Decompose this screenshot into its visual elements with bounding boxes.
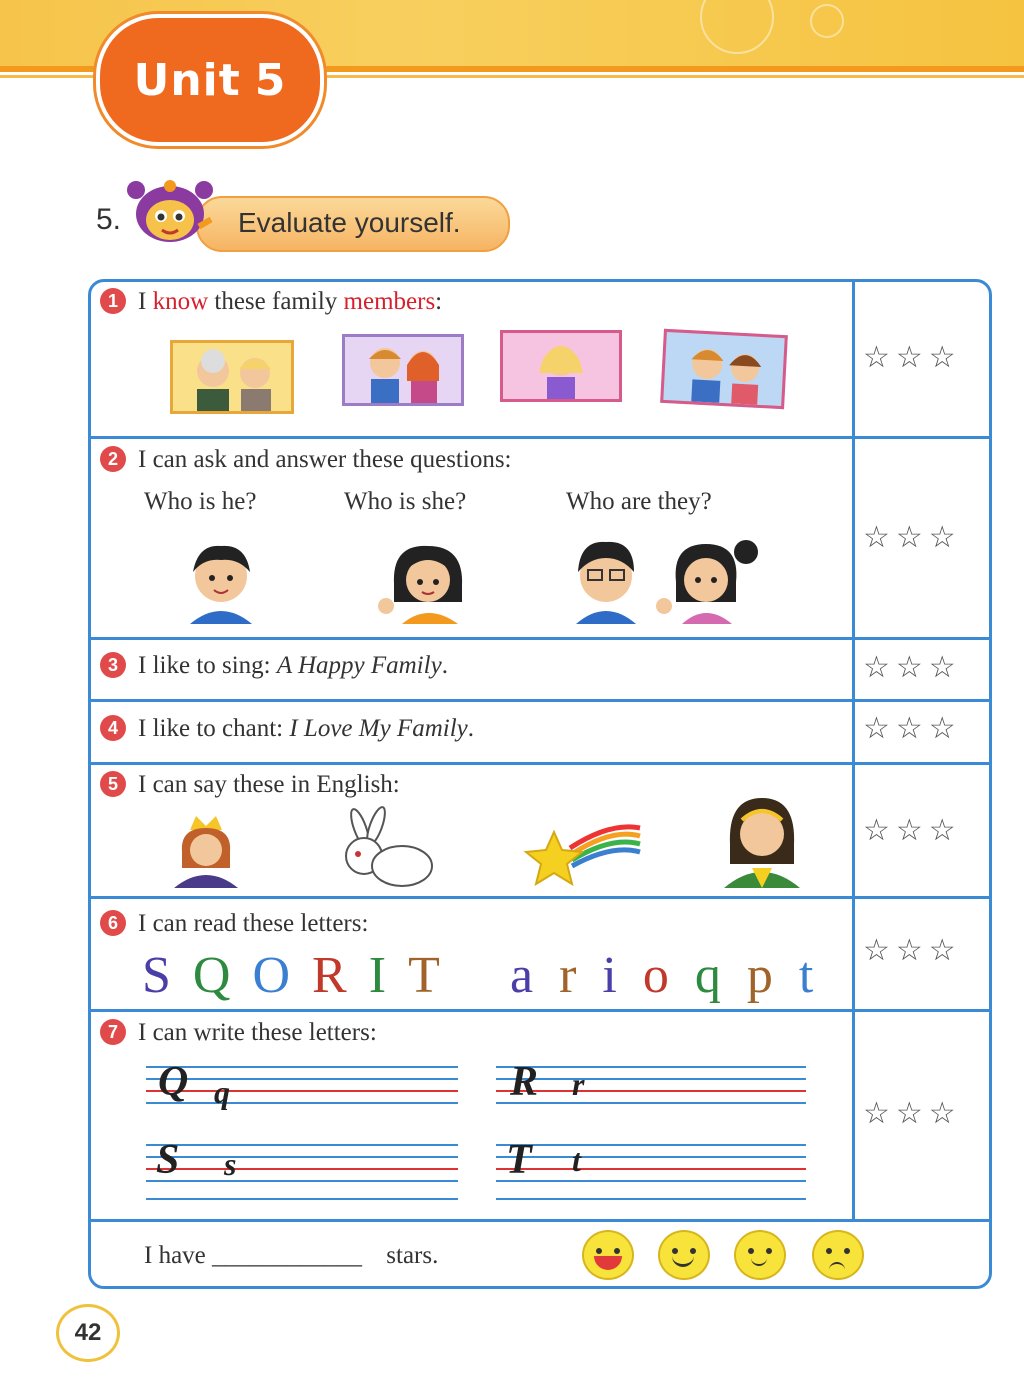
mascot-icon (122, 176, 218, 256)
letter: r (559, 947, 577, 1004)
section-title: Evaluate yourself. (238, 207, 461, 238)
row-number-badge: 3 (100, 652, 126, 678)
row-divider (90, 436, 990, 439)
laughing-face-icon[interactable] (582, 1230, 634, 1280)
sister-picture (500, 330, 622, 402)
grandparents-picture (170, 340, 294, 414)
keyword-members: members (343, 288, 436, 315)
parents-picture (342, 334, 464, 406)
girl-picture (372, 540, 472, 624)
writing-lines-right (496, 1066, 806, 1206)
neutral-smile-face-icon[interactable] (734, 1230, 786, 1280)
stars-total-text: I have ____________ stars. (144, 1242, 439, 1269)
page-number: 42 (56, 1304, 120, 1362)
letter: Q (192, 947, 231, 1004)
letter: i (602, 947, 617, 1004)
keyword-know: know (152, 288, 209, 315)
rating-stars-4[interactable]: ☆☆☆ (863, 711, 962, 746)
row-3-text: 3 I like to sing: A Happy Family. (100, 652, 448, 680)
writing-lines-left (146, 1066, 458, 1206)
siblings-picture (660, 329, 788, 409)
row-divider (90, 1009, 990, 1012)
section-number: 5. (96, 203, 122, 236)
letter: o (642, 947, 669, 1004)
letter: I (368, 947, 387, 1004)
row-2-text: 2 I can ask and answer these questions: (100, 446, 512, 474)
decor-bubble (810, 4, 844, 38)
row-7-text: 7 I can write these letters: (100, 1019, 377, 1047)
row-4-text: 4 I like to chant: I Love My Family. (100, 715, 474, 743)
star-picture (520, 818, 644, 890)
letter: a (510, 947, 534, 1004)
write-letter-upper: Q (158, 1059, 189, 1105)
row-5-text: 5 I can say these in English: (100, 771, 400, 799)
letter: R (312, 947, 347, 1004)
chant-title: I Love My Family (289, 715, 468, 742)
question-who-are-they: Who are they? (566, 488, 712, 515)
row-1-text: 1 I know these family members: (100, 288, 442, 316)
letter: O (252, 947, 291, 1004)
rating-stars-7[interactable]: ☆☆☆ (863, 1096, 962, 1131)
letter: T (408, 947, 440, 1004)
woman-picture (722, 794, 802, 888)
write-letter-lower: s (224, 1146, 237, 1182)
rabbit-picture (330, 806, 440, 892)
stars-count-blank[interactable]: ____________ (212, 1242, 363, 1269)
write-letter-upper: R (510, 1059, 539, 1105)
question-who-is-he: Who is he? (144, 488, 257, 515)
row-divider (90, 699, 990, 702)
boy-picture (178, 540, 264, 624)
unit-number: 5 (254, 54, 287, 106)
write-letter-lower: t (572, 1142, 581, 1178)
row-6-text: 6 I can read these letters: (100, 910, 368, 938)
rating-stars-2[interactable]: ☆☆☆ (863, 520, 962, 555)
smiling-face-icon[interactable] (658, 1230, 710, 1280)
write-letter-upper: S (156, 1137, 180, 1183)
row-number-badge: 7 (100, 1019, 126, 1045)
write-letter-lower: r (572, 1066, 585, 1102)
uppercase-letters (142, 946, 462, 1005)
unit-label: Unit (133, 54, 241, 106)
row-divider (90, 896, 990, 899)
stars-column-divider (852, 281, 855, 1221)
row-divider (90, 637, 990, 640)
row-number-badge: 6 (100, 910, 126, 936)
unit-badge (96, 14, 324, 146)
write-letter-upper: T (506, 1137, 532, 1183)
write-letter-lower: q (214, 1074, 230, 1110)
row-number-badge: 2 (100, 446, 126, 472)
row-divider (90, 1219, 990, 1222)
rating-stars-5[interactable]: ☆☆☆ (863, 813, 962, 848)
letter: S (142, 947, 171, 1004)
rating-stars-1[interactable]: ☆☆☆ (863, 340, 962, 375)
letter: t (798, 947, 814, 1004)
letter: q (694, 947, 721, 1004)
row-number-badge: 5 (100, 771, 126, 797)
letter: p (746, 947, 773, 1004)
rating-stars-3[interactable]: ☆☆☆ (863, 650, 962, 685)
couple-picture (560, 532, 760, 624)
rating-stars-6[interactable]: ☆☆☆ (863, 933, 962, 968)
song-title: A Happy Family (276, 652, 442, 679)
question-who-is-she: Who is she? (344, 488, 467, 515)
lowercase-letters (510, 946, 813, 1005)
row-number-badge: 1 (100, 288, 126, 314)
prince-picture (168, 812, 244, 888)
row-divider (90, 762, 990, 765)
row-number-badge: 4 (100, 715, 126, 741)
sad-face-icon[interactable] (812, 1230, 864, 1280)
